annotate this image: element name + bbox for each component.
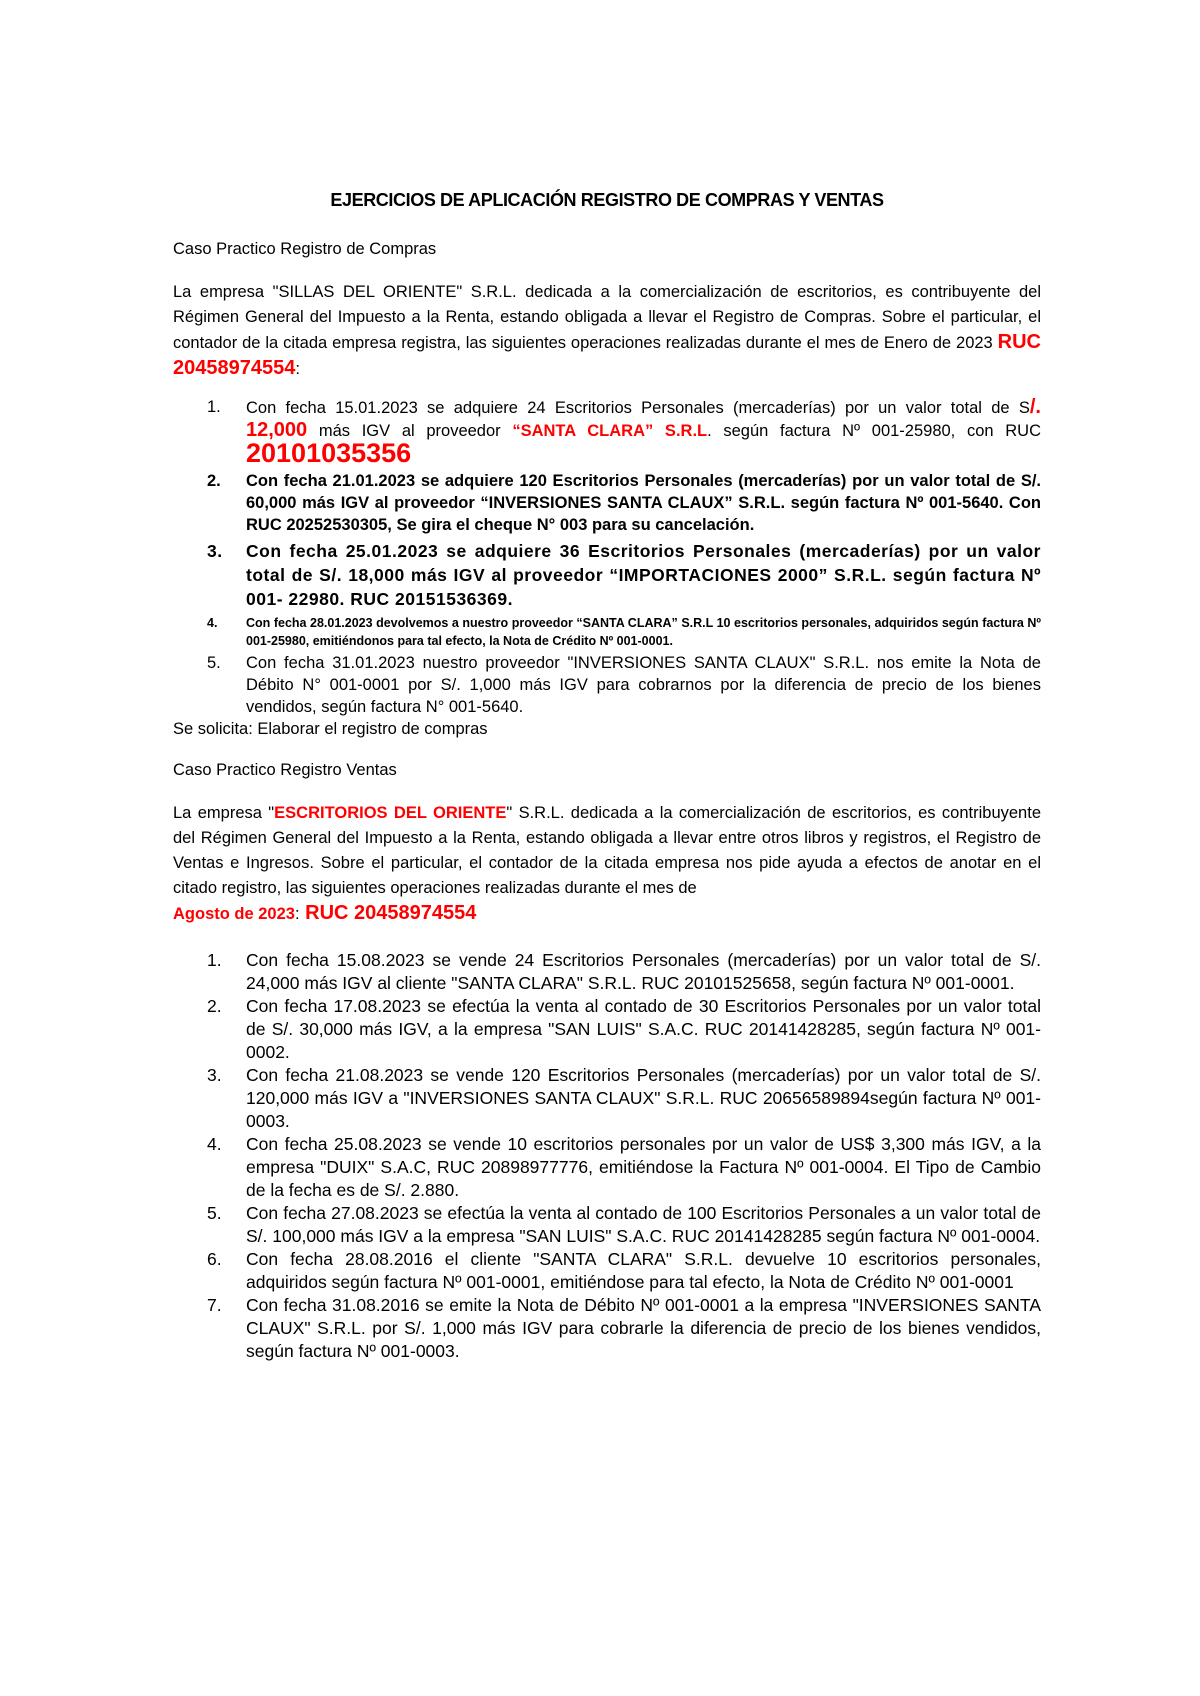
sale-item-text: Con fecha 17.08.2023 se efectúa la venta al contado de 30 Escritorios Personales por un valor total de S/. 30,000 más IGV, a la empresa "SAN LUIS" S.A.C. RUC 20141428285, según factura Nº 001-0002. — [246, 996, 1041, 1062]
sales-colon: : — [294, 905, 300, 923]
sale-item-text: Con fecha 31.08.2016 se emite la Nota de Débito Nº 001-0001 a la empresa "INVERSIONES SANTA CLAUX" S.R.L. por S/. 1,000 más IGV para cobrarle la diferencia de precio de los bienes vendidos, según factura Nº 001-0003. — [246, 1295, 1041, 1361]
sale-item-1 — [173, 949, 1041, 995]
sale-item-text: Con fecha 21.08.2023 se vende 120 Escritorios Personales (mercaderías) por un valor total de S/. 120,000 más IGV a "INVERSIONES SANTA CLAUX" S.R.L. RUC 20656589894según factura Nº 001-0003. — [246, 1065, 1041, 1131]
purchases-intro-ruc: RUC 20458974554 — [173, 331, 1041, 379]
purchases-intro-end: : — [295, 360, 300, 378]
purchases-intro-text: La empresa "SILLAS DEL ORIENTE" S.R.L. dedicada a la comercialización de escritorios, es contribuyente del Régimen General del Impuesto a la Renta, estando obligada a llevar el Registro de Compras. Sobre el particular, el contador de la citada empresa registra, las siguientes operaciones realizadas durante el mes de Enero de 2023 — [173, 283, 1041, 352]
purchase-item-text: Con fecha 31.01.2023 nuestro proveedor "INVERSIONES SANTA CLAUX" S.R.L. nos emite la Nota de Débito N° 001-0001 por S/. 1,000 más IGV para cobrarnos por la diferencia de precio de los bienes vendidos, según factura N° 001-5640. — [246, 654, 1041, 716]
purchase-amount: /. 12,000 — [246, 396, 1041, 441]
sale-item-text: Con fecha 15.08.2023 se vende 24 Escritorios Personales (mercaderías) por un valor total de S/. 24,000 más IGV al cliente "SANTA CLARA" S.R.L. RUC 20101525658, según factura Nº 001-0001. — [246, 950, 1041, 993]
sales-month: Agosto de 2023 — [173, 905, 295, 923]
sales-ruc: RUC 20458974554 — [299, 902, 477, 924]
document-body — [173, 190, 1041, 1363]
sales-intro-text: " S.R.L. dedicada a la comercialización de escritorios, es contribuyente del Régimen General del Impuesto a la Renta, estando obligada a llevar entre otros libros y registros, el Registro de Ventas e Ingresos. Sobre el particular, el contador de la citada empresa nos pide ayuda a efectos de anotar en el citado registro, las siguientes operaciones realizadas durante el mes de — [173, 804, 1041, 897]
sale-item-4 — [173, 1133, 1041, 1202]
list-number: 1. — [207, 398, 221, 416]
sales-intro-text: La empresa " — [173, 804, 275, 822]
sale-item-7 — [173, 1294, 1041, 1363]
purchase-item-3 — [173, 539, 1041, 611]
sale-item-5 — [173, 1202, 1041, 1248]
sales-list — [173, 949, 1041, 1363]
purchase-item-text: Con fecha 25.01.2023 se adquiere 36 Escritorios Personales (mercaderías) por un valor total de S/. 18,000 más IGV al proveedor “IMPORTACIONES 2000” S.R.L. según factura Nº 001- 22980. RUC 20151536369. — [246, 541, 1041, 609]
purchases-list — [173, 396, 1041, 718]
list-number: 5. — [207, 654, 221, 672]
list-number: 7. — [207, 1295, 222, 1315]
sale-item-2 — [173, 995, 1041, 1064]
list-number: 5. — [207, 1203, 222, 1223]
list-number: 6. — [207, 1249, 222, 1269]
sale-item-6 — [173, 1248, 1041, 1294]
purchases-request: Se solicita: Elaborar el registro de compras — [173, 720, 488, 738]
list-number: 4. — [207, 1134, 222, 1154]
document-title: EJERCICIOS DE APLICACIÓN REGISTRO DE COMPRAS Y VENTAS — [330, 190, 884, 210]
list-number: 1. — [207, 950, 222, 970]
purchase-item-2 — [173, 470, 1041, 536]
purchase-item-text: Con fecha 15.01.2023 se adquiere 24 Escritorios Personales (mercaderías) por un valor total de S — [246, 399, 1030, 417]
list-number: 2. — [207, 472, 221, 490]
purchase-item-1 — [173, 396, 1041, 468]
purchase-supplier: “SANTA CLARA” S.R.L — [512, 422, 708, 440]
purchase-item-4 — [173, 614, 1041, 650]
purchase-item-text: Con fecha 28.01.2023 devolvemos a nuestro proveedor “SANTA CLARA” S.R.L 10 escritorios personales, adquiridos según factura Nº 001-25980, emitiéndonos para tal efecto, la Nota de Crédito Nº 001-0001. — [246, 616, 1041, 648]
purchase-item-text: más IGV al proveedor — [307, 422, 513, 440]
purchase-ruc: 20101035356 — [246, 438, 412, 468]
sales-company: ESCRITORIOS DEL ORIENTE — [274, 804, 507, 822]
purchase-item-text: . según factura Nº 001-25980, con RUC — [707, 422, 1041, 440]
purchase-item-text: Con fecha 21.01.2023 se adquiere 120 Escritorios Personales (mercaderías) por un valor total de S/. 60,000 más IGV al proveedor “INVERSIONES SANTA CLAUX” S.R.L. según factura Nº 001-5640. Con RUC 20252530305, Se gira el cheque N° 003 para su cancelación. — [246, 472, 1041, 534]
purchases-intro — [173, 280, 1041, 382]
list-number: 4. — [207, 616, 218, 630]
purchases-heading: Caso Practico Registro de Compras — [173, 240, 437, 258]
sale-item-text: Con fecha 25.08.2023 se vende 10 escritorios personales por un valor de US$ 3,300 más IGV, a la empresa "DUIX" S.A.C, RUC 20898977776, emitiéndose la Factura Nº 001-0004. El Tipo de Cambio de la fecha es de S/. 2.880. — [246, 1134, 1041, 1200]
sales-heading: Caso Practico Registro Ventas — [173, 761, 397, 779]
list-number: 3. — [207, 541, 223, 561]
list-number: 2. — [207, 996, 222, 1016]
list-number: 3. — [207, 1065, 222, 1085]
sale-item-text: Con fecha 28.08.2016 el cliente "SANTA CLARA" S.R.L. devuelve 10 escritorios personales, adquiridos según factura Nº 001-0001, emitiéndose para tal efecto, la Nota de Crédito Nº 001-0001 — [246, 1249, 1041, 1292]
sale-item-text: Con fecha 27.08.2023 se efectúa la venta al contado de 100 Escritorios Personales a un valor total de S/. 100,000 más IGV a la empresa "SAN LUIS" S.A.C. RUC 20141428285 según factura Nº 001-0004. — [246, 1203, 1041, 1246]
sales-intro — [173, 801, 1041, 927]
purchase-item-5 — [173, 652, 1041, 718]
sale-item-3 — [173, 1064, 1041, 1133]
